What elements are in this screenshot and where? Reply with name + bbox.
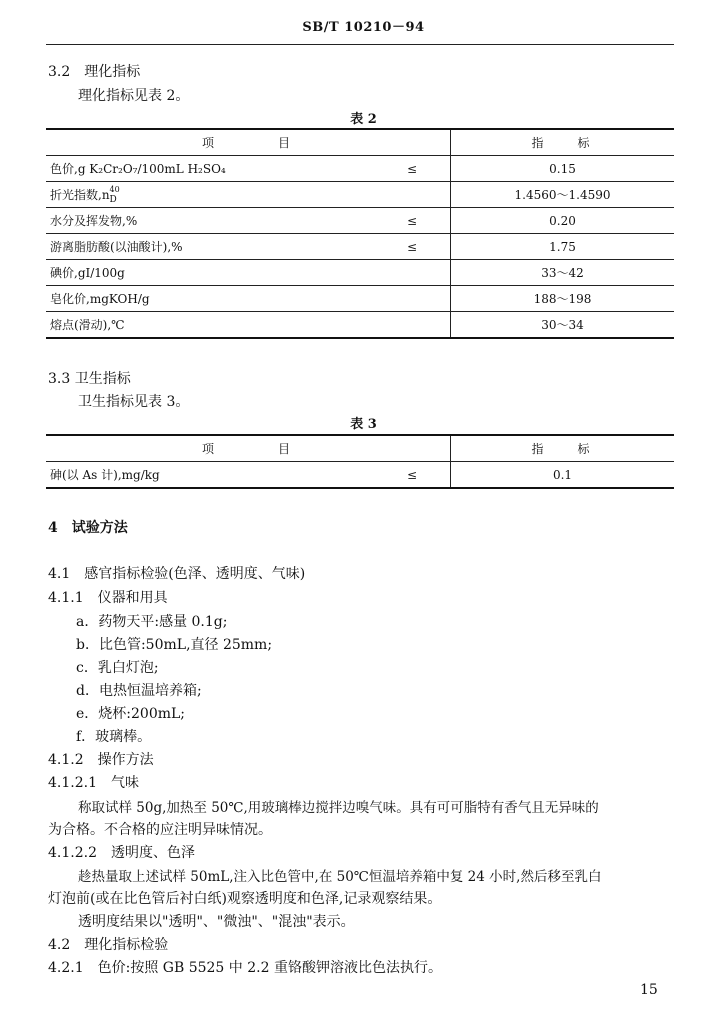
table-cell-operator: ≤ xyxy=(374,234,451,260)
table-cell-operator xyxy=(374,182,451,208)
table-cell-value: 33～42 xyxy=(541,266,584,280)
list-item: c．乳白灯泡; xyxy=(76,660,159,676)
table-row xyxy=(46,234,674,260)
table-2-header-value: 指 标 xyxy=(531,136,594,150)
section-4-title: 4 试验方法 xyxy=(48,520,128,536)
table-row xyxy=(46,156,674,182)
table-cell-value: 0.15 xyxy=(549,161,576,176)
paragraph-color-line-2: 灯泡前(或在比色管后衬白纸)观察透明度和色泽,记录观察结果。 xyxy=(48,891,442,907)
table-cell-operator xyxy=(374,312,451,339)
paragraph-color-line-3: 透明度结果以"透明"、"微浊"、"混浊"表示。 xyxy=(78,914,355,930)
section-3-3-title: 3.3 卫生指标 xyxy=(48,371,131,387)
table-cell-value: 0.20 xyxy=(549,213,576,228)
refractive-d-sub: D xyxy=(109,195,117,205)
standard-code-header: SB/T 10210－94 xyxy=(302,20,425,35)
table-cell-operator: ≤ xyxy=(374,462,451,489)
table-cell-value: 1.75 xyxy=(549,239,576,254)
table-3 xyxy=(46,434,674,489)
list-item: a．药物天平:感量 0.1g; xyxy=(76,614,228,630)
table-row xyxy=(46,182,674,208)
refractive-index-label: 折光指数,n xyxy=(50,188,110,202)
section-4-1-title: 4.1 感官指标检验(色泽、透明度、气味) xyxy=(48,566,306,582)
list-item: d．电热恒温培养箱; xyxy=(76,683,202,699)
table-cell-operator: ≤ xyxy=(374,156,451,182)
table-cell-item: 色价,g K₂Cr₂O₇/100mL H₂SO₄ xyxy=(50,162,226,176)
table-cell-operator xyxy=(374,286,451,312)
table-2-caption: 表 2 xyxy=(350,112,377,127)
section-4-2-1-title: 4.2.1 色价:按照 GB 5525 中 2.2 重铬酸钾溶液比色法执行。 xyxy=(48,960,442,976)
list-item: e．烧杯:200mL; xyxy=(76,706,186,722)
table-2 xyxy=(46,128,674,339)
table-cell-operator: ≤ xyxy=(374,208,451,234)
section-4-1-2-1-title: 4.1.2.1 气味 xyxy=(48,775,139,791)
paragraph-odor-line-2: 为合格。不合格的应注明异味情况。 xyxy=(48,822,272,838)
table-cell-item: 皂化价,mgKOH/g xyxy=(50,292,150,306)
table-cell-item xyxy=(46,182,374,208)
table-3-caption: 表 3 xyxy=(350,417,377,432)
table-2-header-item: 项 目 xyxy=(46,129,451,156)
table-cell-value: 188～198 xyxy=(533,292,592,306)
table-row xyxy=(46,462,674,489)
table-cell-value: 30～34 xyxy=(541,318,584,332)
table-row xyxy=(46,312,674,339)
section-4-1-2-title: 4.1.2 操作方法 xyxy=(48,752,154,768)
table-cell-item: 碘价,gI/100g xyxy=(50,266,125,280)
table-cell-item: 砷(以 As 计),mg/kg xyxy=(50,468,160,482)
section-4-1-1-title: 4.1.1 仪器和用具 xyxy=(48,590,168,606)
section-4-2-title: 4.2 理化指标检验 xyxy=(48,937,169,953)
section-3-3-intro: 卫生指标见表 3。 xyxy=(78,394,190,410)
table-3-header-value: 指 标 xyxy=(531,442,594,456)
table-row xyxy=(46,208,674,234)
table-cell-operator xyxy=(374,260,451,286)
table-3-header-row xyxy=(46,435,674,462)
header-rule xyxy=(46,44,674,45)
table-3-header-item: 项 目 xyxy=(46,435,451,462)
section-3-2-title: 3.2 理化指标 xyxy=(48,64,141,80)
refractive-temp-sup: 40 xyxy=(109,185,120,194)
section-4-1-2-2-title: 4.1.2.2 透明度、色泽 xyxy=(48,845,195,861)
table-cell-item: 游离脂肪酸(以油酸计),% xyxy=(50,240,183,254)
page-number: 15 xyxy=(640,982,658,998)
list-item: f．玻璃棒。 xyxy=(76,729,152,745)
list-item: b．比色管:50mL,直径 25mm; xyxy=(76,637,273,653)
table-2-header-row xyxy=(46,129,674,156)
table-cell-value: 0.1 xyxy=(552,467,573,482)
table-cell-value: 1.4560～1.4590 xyxy=(514,188,611,202)
paragraph-color-line-1: 趁热量取上述试样 50mL,注入比色管中,在 50℃恒温培养箱中复 24 小时,然后移至乳白 xyxy=(78,869,602,885)
table-cell-item: 熔点(滑动),℃ xyxy=(50,318,125,332)
paragraph-odor-line-1: 称取试样 50g,加热至 50℃,用玻璃棒边搅拌边嗅气味。具有可可脂特有香气且无异味的 xyxy=(78,800,599,816)
table-row xyxy=(46,286,674,312)
table-row xyxy=(46,260,674,286)
table-cell-item: 水分及挥发物,% xyxy=(50,214,138,228)
section-3-2-intro: 理化指标见表 2。 xyxy=(78,88,190,104)
